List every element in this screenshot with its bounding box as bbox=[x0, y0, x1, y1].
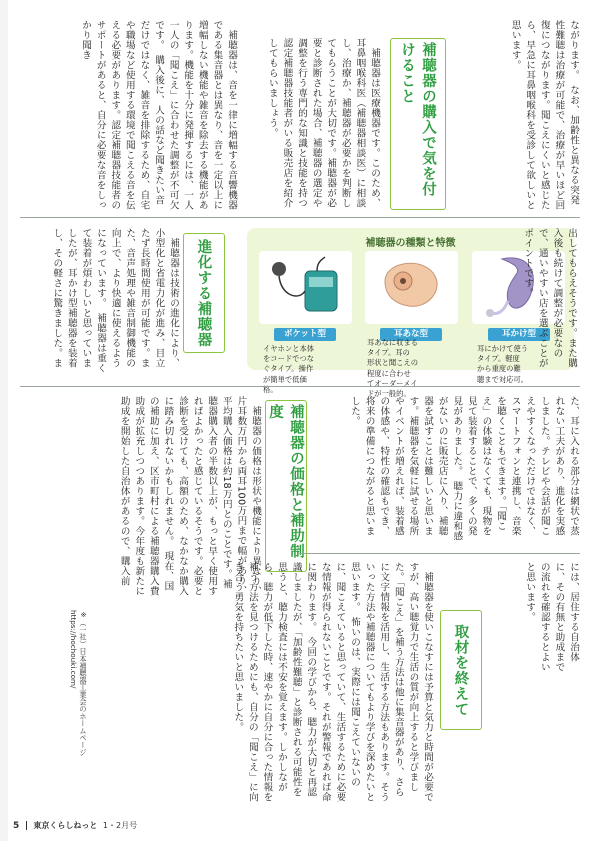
report-paragraph: 補聴器を使いこなすには予算と気力と時間が必要ですが、高い聴覚力で生活の質が向上すると学びました。「聞こえ」を補う方法は他に集音器があり、さらに文字情報を活用し、生活する方法もあります。そういった方法や補聴器についてもより学びを深めたいと思います。 怖いのは、実際には聞こえていないのに、聞こえていると思っていて、生活するために必要な情報が得られないことです。それが警報であれば命に関わります。 今回の学びから、聴力が大切と再認識しましたが、「加齢性難聴」と診断される可能性を思うと、聴力検査には不安を覚えます。しかしながら、聴力が低下した時、速やかに自分に合った情報を補う方法を見つけるためにも、自分の「聞こえ」に向き合う勇気を持ちたいと思いました。 bbox=[232, 562, 433, 802]
evolving-paragraph-continued: た、耳に入れる部分は網状で蒸れない工夫があり、進化を実感しました。テレビや会話が聞こえやすくなっただけではなく、スマートフォンと連携し、音楽を聴くこともできます。「聞こえ」の体験はなくても、現物を見て装着することで、多くの発見がありました。 聴力に違和感がないのに販売店に入り、補聴器を試すことは難しいと思います。補聴器を気軽に試せる場所やイベントが増えれば、装着感の体感や、特性の確認もでき、将来の準備につながると思いました。 bbox=[349, 396, 579, 542]
page-number: 5 bbox=[13, 821, 20, 831]
page-edge-strip bbox=[0, 0, 8, 841]
issue-label: 1・2月号 bbox=[102, 821, 138, 830]
pocket-aid-image bbox=[259, 251, 352, 324]
source-note: ※（一社）日本補聴器工業会のホームページ https://hochouki.com/ bbox=[69, 610, 88, 764]
tips-paragraph-2: 補聴器は、音を一律に増幅する音響機器である集音器とは異なり、音を一定以上に増幅しない機能や雑音を除去する機能があります。機能を十分に発揮するには、一人一人の「聞こえ」に合わせた調整が不可欠です。 購入後に、人の話など聞きたい音だけではなく、雑音を排除するため、自宅や職場など使用する環境で聞こえる音を伝える必要があります。認定補聴器技能者のサポートがあると、自分に必要な音をしっかり聞き bbox=[80, 20, 237, 210]
panel-title: 補聴器の種類と特徴 bbox=[365, 238, 456, 249]
band-divider-2 bbox=[20, 386, 580, 387]
heading-after-interview: 取材を終えて bbox=[440, 610, 482, 730]
article-continuation-top-right: ながります。 なお、加齢性と異なる突発性難聴は治療が可能で、治療が早いほど回復につながります。聞こえにくいと感じたら、早急に耳鼻咽喉科を受診して欲しいと思います。 bbox=[509, 20, 579, 210]
in-ear-aid-image bbox=[365, 251, 458, 324]
page-footer bbox=[13, 820, 137, 831]
price-paragraph-continued: には、居住する自治体に、その有無と助成までの流れを確認するとよいと思います。 bbox=[524, 562, 579, 672]
band-divider-3 bbox=[300, 553, 580, 554]
aid-desc-behind-ear: 耳にかけて使う タイプ。軽度 から重度の難 聴まで対応可。 bbox=[477, 344, 529, 384]
band-divider-1 bbox=[20, 217, 580, 218]
tips-paragraph-3: 出してもらえそうです。また購入後も続けて調整が必要なので、通いやすい店を選ぶことがポイントです。 bbox=[522, 228, 577, 368]
evolving-paragraph: 補聴器は技術の進化により、小型化と省電力化が進み、目立たず長時間使用が可能です。また、音声処理や雑音制御機能の向上で、より快適に使えるようになっています。 補聴器は重くて装着が煩わしいと思っていましたが、耳かけ型補聴器を装着し、その軽さに驚きました。ま bbox=[51, 228, 179, 374]
heading-price-and-subsidy: 補聴器の価格と補助制度 bbox=[265, 400, 307, 572]
heading-evolving-hearing-aids: 進化する補聴器 bbox=[183, 233, 225, 353]
tips-paragraph-1: 補聴器は医療機器です。このため、耳鼻咽喉科医（補聴器相談医）に相談し、治療か、補聴器が必要かを判断してもらうことが大切です。補聴器が必要と診断された場合、補聴器の選定や調整を行う専門的な知識と技能を持つ認定補聴器技能者がいる販売店を紹介してもらいましょう。 bbox=[266, 38, 380, 208]
aid-label-behind-ear: 耳かけ型 bbox=[488, 328, 550, 341]
aid-label-in-ear: 耳あな型 bbox=[380, 328, 442, 341]
magazine-name: 東京くらしねっと bbox=[33, 821, 98, 830]
aid-desc-in-ear: 耳あなに収まる タイプ。耳の 形状と聞こえの 程度に合わせ てオーダーメイ ドが一般的。 bbox=[367, 338, 419, 399]
aid-desc-pocket: イヤホンと本体 をコードでつな ぐタイプ。操作 が簡単で低価 格。 bbox=[263, 344, 315, 394]
price-paragraph: 補聴器の価格は形状や機能により異なり、片耳数万円から両耳100万円まで幅があり、平均購入価格は約18万円とのことです。補聴器購入者の半数以上が、もっと早く使用すればよかったと感じているそうです。必要と診断を受けても、高額のため、なかなか購入に踏み切れないかもしれません。 現在、国の補助に加え、区市町村による補聴器購入費助成が拡充しつつあります。今年度も新たに助成を開始した自治体があるので、購入前 bbox=[118, 396, 261, 596]
aid-label-pocket: ポケット型 bbox=[274, 328, 336, 341]
heading-purchase-tips: 補聴器の購入で気を付けること bbox=[390, 38, 446, 210]
